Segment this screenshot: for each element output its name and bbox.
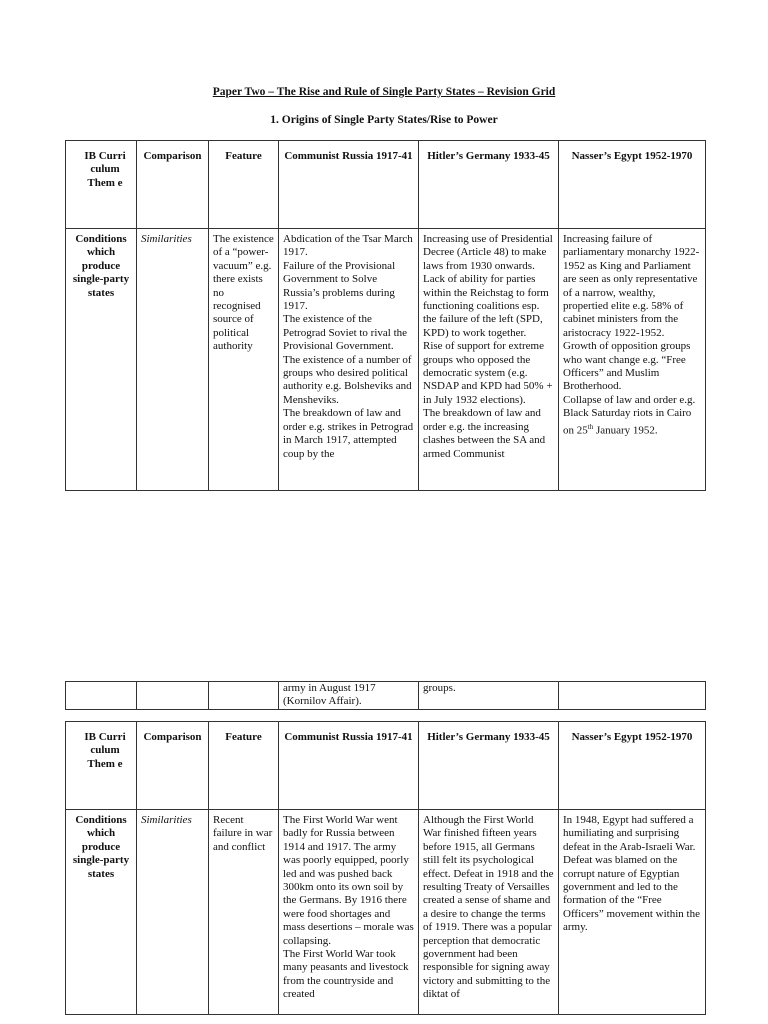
empty-cell [66,682,137,710]
header-feature: Feature [209,141,279,229]
table-row [66,682,706,710]
feature-cell: Recent failure in war and conflict [209,810,279,1015]
table-row [66,229,706,491]
revision-grid-continuation [65,681,706,710]
header-ib-theme: IB Curri culum Them e [66,141,137,229]
theme-cell: Conditions which produce single-party states [66,810,137,1015]
comparison-cell: Similarities [137,810,209,1015]
germany-cell: groups. [419,682,559,710]
header-egypt: Nasser’s Egypt 1952-1970 [559,722,706,810]
egypt-cell: Increasing failure of parliamentary monarchy 1922-1952 as King and Parliament are seen as only representative of a narrow, wealthy, propertied elite e.g. 58% of cabinet ministers from the aristocracy 1922-1952. Growth of opposition groups who want change e.g. “Free Officers” and Muslim Brotherhood. Collapse of law and order e.g. Black Saturday riots in Cairo on 25th January 1952. [559,229,706,491]
feature-cell: The existence of a “power-vacuum” e.g. there exists no recognised source of political authority [209,229,279,491]
comparison-cell: Similarities [137,229,209,491]
header-comparison: Comparison [137,722,209,810]
header-russia: Communist Russia 1917-41 [279,141,419,229]
revision-grid-table-1 [65,140,706,491]
germany-cell: Although the First World War finished fifteen years before 1915, all Germans still felt its psychological effect. Defeat in 1918 and the resulting Treaty of Versailles created a sense of shame and a desire to change the terms of 1919. There was a popular perception that democratic government had been responsible for signing away victory and submitting to the diktat of [419,810,559,1015]
russia-cell: Abdication of the Tsar March 1917. Failure of the Provisional Government to Solve Russia’s problems during 1917. The existence of the Petrograd Soviet to rival the Provisional Government. The existence of a number of groups who desired political authority e.g. Bolsheviks and Mensheviks. The breakdown of law and order e.g. strikes in Petrograd in March 1917, attempted coup by the [279,229,419,491]
header-comparison: Comparison [137,141,209,229]
table-header-row [66,141,706,229]
table-row [66,810,706,1015]
russia-cell: The First World War went badly for Russia between 1914 and 1917. The army was poorly equipped, poorly led and was pushed back 300km onto its own soil by the Germans. By 1916 there were food shortages and mass desertions – morale was collapsing. The First World War took many peasants and livestock from the countryside and created [279,810,419,1015]
empty-cell [559,682,706,710]
table-header-row [66,722,706,810]
theme-cell: Conditions which produce single-party states [66,229,137,491]
header-feature: Feature [209,722,279,810]
header-egypt: Nasser’s Egypt 1952-1970 [559,141,706,229]
section-heading: 1. Origins of Single Party States/Rise to Power [270,114,498,126]
egypt-cell: In 1948, Egypt had suffered a humiliating and surprising defeat in the Arab-Israeli War. Defeat was blamed on the corrupt nature of Egyptian government and led to the formation of the “Free Officers” movement within the army. [559,810,706,1015]
header-germany: Hitler’s Germany 1933-45 [419,722,559,810]
document-title: Paper Two – The Rise and Rule of Single Party States – Revision Grid [212,86,556,98]
header-ib-theme: IB Curri culum Them e [66,722,137,810]
empty-cell [209,682,279,710]
russia-cell: army in August 1917 (Kornilov Affair). [279,682,419,710]
revision-grid-table-2 [65,721,706,1015]
header-russia: Communist Russia 1917-41 [279,722,419,810]
empty-cell [137,682,209,710]
header-germany: Hitler’s Germany 1933-45 [419,141,559,229]
germany-cell: Increasing use of Presidential Decree (Article 48) to make laws from 1930 onwards. Lack of ability for parties within the Reichstag to form functioning coalitions esp. the failure of the left (SPD, KPD) to work together. Rise of support for extreme groups who opposed the democratic system (e.g. NSDAP and KPD had 50% + in July 1932 elections). The breakdown of law and order e.g. the increasing clashes between the SA and armed Communist [419,229,559,491]
